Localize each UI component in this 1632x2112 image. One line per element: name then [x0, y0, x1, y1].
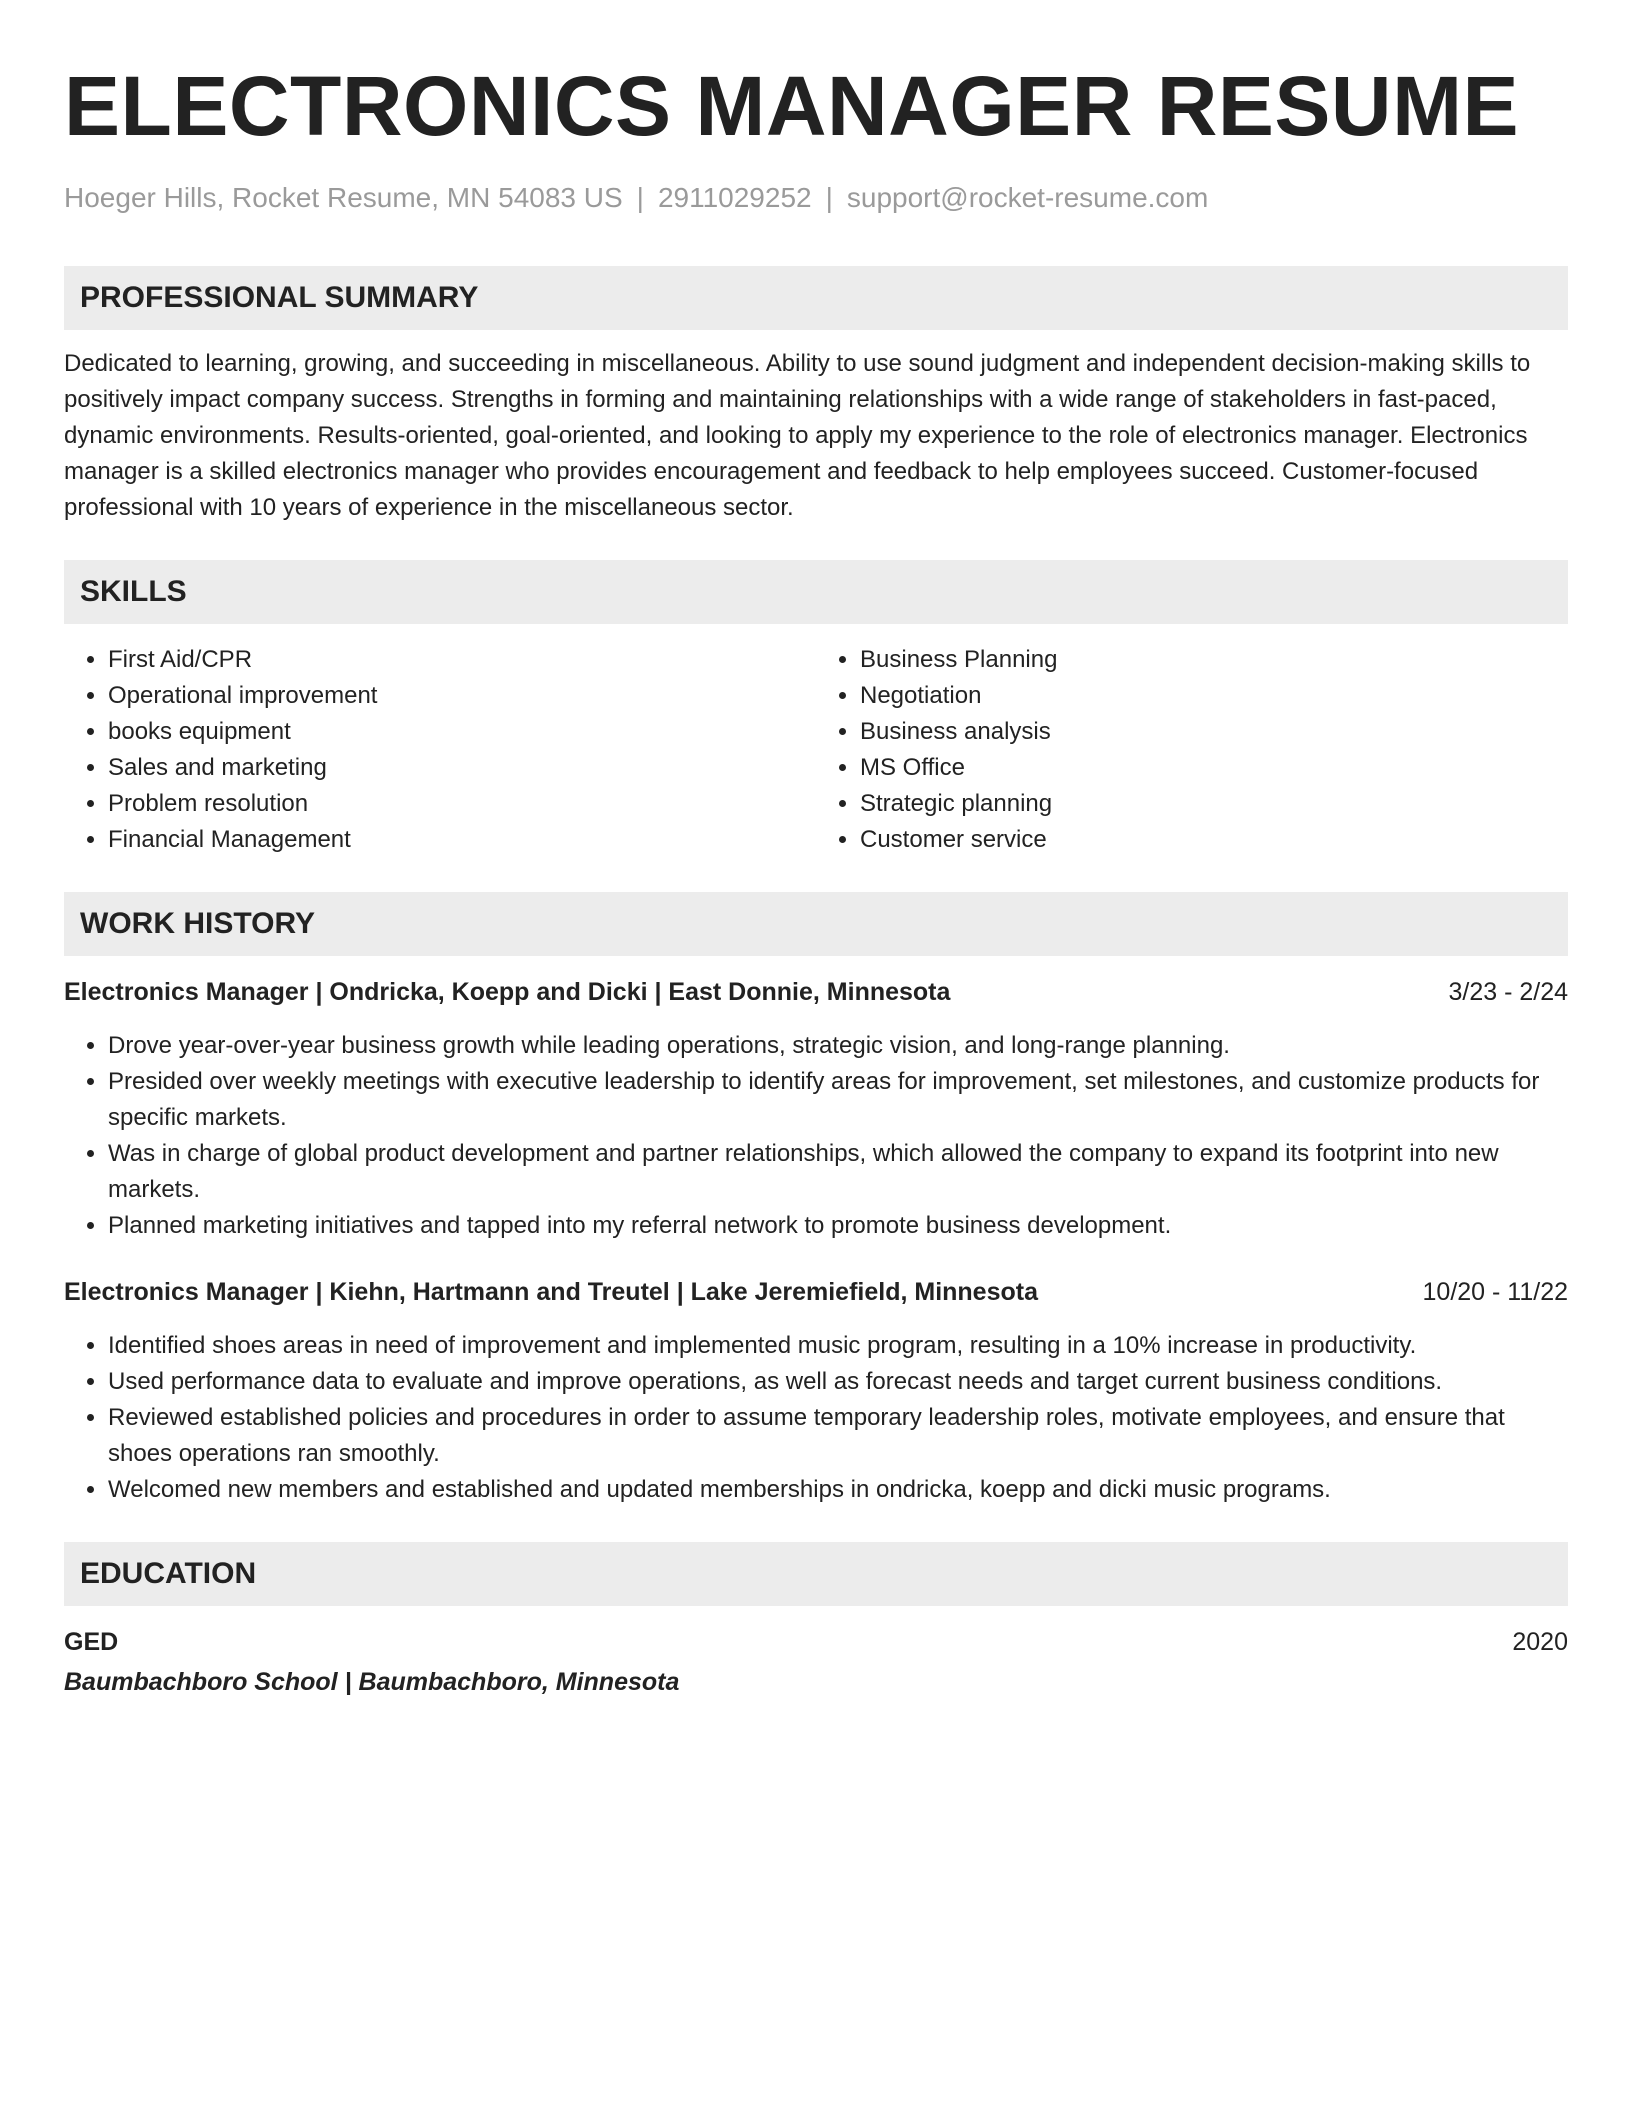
education-header [64, 1624, 1568, 1660]
job-bullet: • Used performance data to evaluate and improve operations, as well as forecast needs and target current business conditions. [108, 1364, 1568, 1400]
skill-item: • Operational improvement [108, 678, 816, 714]
job-bullet: • Drove year-over-year business growth while leading operations, strategic vision, and long-range planning. [108, 1028, 1568, 1064]
skills-column-right [816, 642, 1568, 858]
job-bullet: • Identified shoes areas in need of improvement and implemented music program, resulting in a 10% increase in productivity. [108, 1328, 1568, 1364]
job-bullets [64, 1328, 1568, 1508]
job-entry [64, 974, 1568, 1244]
job-bullet: • Presided over weekly meetings with executive leadership to identify areas for improvement, set milestones, and customize products for specific markets. [108, 1064, 1568, 1136]
skill-item: • MS Office [860, 750, 1568, 786]
skill-item: • Strategic planning [860, 786, 1568, 822]
skill-item: • Sales and marketing [108, 750, 816, 786]
job-bullet: • Welcomed new members and established and updated memberships in ondricka, koepp and dicki music programs. [108, 1472, 1568, 1508]
job-dates: 3/23 - 2/24 [1448, 978, 1568, 1006]
skill-item: • books equipment [108, 714, 816, 750]
skills-list [64, 642, 1568, 858]
job-bullets [64, 1028, 1568, 1244]
contact-email: support@rocket-resume.com [846, 182, 1209, 213]
work-history-heading: WORK HISTORY [64, 892, 1568, 956]
skill-item: • Problem resolution [108, 786, 816, 822]
job-bullet: • Was in charge of global product development and partner relationships, which allowed the company to expand its footprint into new markets. [108, 1136, 1568, 1208]
skills-column-left [64, 642, 816, 858]
contact-phone: 2911029252 [657, 182, 812, 213]
education-school: Baumbachboro School | Baumbachboro, Minnesota [64, 1668, 680, 1696]
contact-address: Hoeger Hills, Rocket Resume, MN 54083 US [64, 182, 623, 213]
skill-item: • Negotiation [860, 678, 1568, 714]
education-year: 2020 [1512, 1628, 1568, 1656]
skill-item: • Financial Management [108, 822, 816, 858]
skill-item: • First Aid/CPR [108, 642, 816, 678]
job-title: Electronics Manager | Ondricka, Koepp and Dicki | East Donnie, Minnesota [64, 978, 951, 1006]
job-title: Electronics Manager | Kiehn, Hartmann and Treutel | Lake Jeremiefield, Minnesota [64, 1278, 1038, 1306]
skill-item: • Business analysis [860, 714, 1568, 750]
job-dates: 10/20 - 11/22 [1422, 1278, 1568, 1306]
resume-title: ELECTRONICS MANAGER RESUME [64, 59, 1520, 153]
education-entry [64, 1624, 1568, 1700]
summary-text: Dedicated to learning, growing, and succeeding in miscellaneous. Ability to use sound judgment and independent decision-making skills to positively impact company success. Strengths in forming and maintaining relationships with a wide range of stakeholders in fast-paced, dynamic environments. Results-oriented, goal-oriented, and looking to apply my experience to the role of electronics manager. Electronics manager is a skilled electronics manager who provides encouragement and feedback to help employees succeed. Customer-focused professional with 10 years of experience in the miscellaneous sector. [64, 350, 1531, 521]
job-header [64, 974, 1568, 1010]
job-header [64, 1274, 1568, 1310]
summary-heading: PROFESSIONAL SUMMARY [64, 266, 1568, 330]
skills-heading: SKILLS [64, 560, 1568, 624]
job-bullet: • Planned marketing initiatives and tapped into my referral network to promote business development. [108, 1208, 1568, 1244]
job-entry [64, 1274, 1568, 1508]
contact-line [64, 180, 1568, 216]
contact-separator: | [825, 182, 833, 213]
education-degree: GED [64, 1628, 119, 1656]
skill-item: • Business Planning [860, 642, 1568, 678]
job-bullet: • Reviewed established policies and procedures in order to assume temporary leadership roles, motivate employees, and ensure that shoes operations ran smoothly. [108, 1400, 1568, 1472]
contact-separator: | [636, 182, 644, 213]
skill-item: • Customer service [860, 822, 1568, 858]
education-heading: EDUCATION [64, 1542, 1568, 1606]
